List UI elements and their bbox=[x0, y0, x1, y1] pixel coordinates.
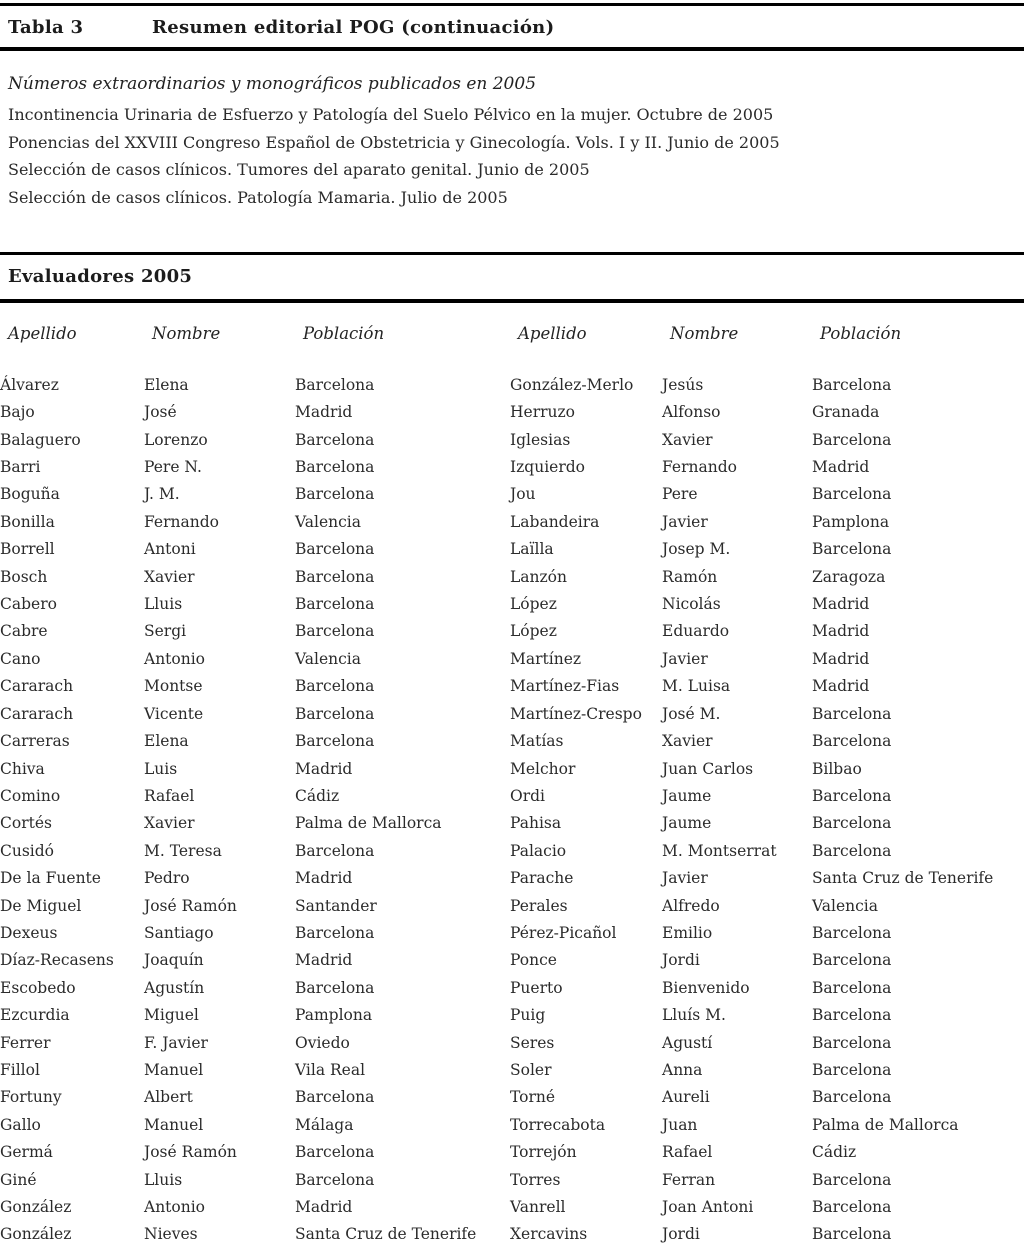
evaluator-row bbox=[0, 481, 1024, 508]
evaluator-cell: Valencia bbox=[812, 896, 879, 915]
evaluator-cell: Xavier bbox=[144, 814, 195, 833]
evaluator-row bbox=[0, 1194, 1024, 1221]
evaluator-cell: Barcelona bbox=[295, 1088, 375, 1107]
evaluator-cell: De Miguel bbox=[0, 896, 82, 915]
evaluator-cell: Cádiz bbox=[812, 1143, 857, 1162]
evaluator-cell: Pedro bbox=[144, 869, 190, 888]
evaluator-cell: Jordi bbox=[662, 951, 700, 970]
evaluator-cell: Javier bbox=[662, 869, 708, 888]
evaluator-row bbox=[0, 1002, 1024, 1029]
evaluator-row bbox=[0, 427, 1024, 454]
evaluator-cell: Madrid bbox=[295, 759, 353, 778]
evaluator-cell: Cararach bbox=[0, 704, 74, 723]
evaluator-cell: Borrell bbox=[0, 540, 55, 559]
evaluator-cell: Barcelona bbox=[295, 540, 375, 559]
evaluator-cell: Laïlla bbox=[510, 540, 554, 559]
evaluator-row bbox=[0, 536, 1024, 563]
evaluator-cell: Vanrell bbox=[510, 1198, 566, 1216]
evaluator-cell: Carreras bbox=[0, 732, 70, 751]
evaluator-row bbox=[0, 1084, 1024, 1111]
evaluator-cell: Javier bbox=[662, 512, 708, 531]
evaluator-cell: Torrecabota bbox=[510, 1115, 606, 1134]
evaluator-cell: Boguña bbox=[0, 485, 60, 504]
evaluator-cell: Manuel bbox=[144, 1060, 204, 1079]
monographs-heading: Números extraordinarios y monográficos publicados en 2005 bbox=[8, 74, 537, 94]
evaluator-cell: Barcelona bbox=[812, 841, 892, 860]
evaluator-row bbox=[0, 865, 1024, 892]
evaluator-cell: Agustín bbox=[144, 978, 205, 997]
evaluator-cell: Ramón bbox=[662, 567, 718, 586]
evaluator-cell: Barcelona bbox=[295, 841, 375, 860]
column-header-apellido-left: Apellido bbox=[8, 323, 77, 343]
evaluator-cell: Elena bbox=[144, 732, 189, 751]
evaluator-cell: Ferran bbox=[662, 1170, 716, 1189]
evaluator-cell: José Ramón bbox=[144, 1143, 237, 1162]
evaluator-cell: Sergi bbox=[144, 622, 187, 641]
evaluator-cell: Madrid bbox=[812, 595, 870, 614]
evaluator-cell: Anna bbox=[662, 1060, 703, 1079]
evaluator-row bbox=[0, 673, 1024, 700]
evaluator-cell: Barcelona bbox=[812, 1170, 892, 1189]
evaluator-cell: Barri bbox=[0, 458, 41, 477]
evaluator-cell: Santiago bbox=[144, 923, 214, 942]
evaluators-grid bbox=[0, 372, 1024, 1249]
evaluator-cell: M. Montserrat bbox=[662, 841, 777, 860]
evaluator-cell: Balaguero bbox=[0, 430, 81, 449]
column-header-nombre-right: Nombre bbox=[670, 323, 739, 343]
evaluator-row bbox=[0, 810, 1024, 837]
evaluator-cell: Elena bbox=[144, 375, 189, 394]
evaluator-cell: Parache bbox=[510, 869, 574, 888]
evaluator-cell: Jou bbox=[510, 485, 536, 504]
evaluator-cell: Torrejón bbox=[510, 1143, 577, 1162]
monograph-item: Selección de casos clínicos. Patología Mamaria. Julio de 2005 bbox=[8, 188, 508, 208]
column-header-nombre-left: Nombre bbox=[152, 323, 221, 343]
evaluator-cell: Madrid bbox=[812, 649, 870, 668]
evaluator-cell: José M. bbox=[662, 704, 721, 723]
evaluator-cell: Barcelona bbox=[295, 595, 375, 614]
evaluator-cell: Cano bbox=[0, 649, 41, 668]
evaluator-cell: Torné bbox=[510, 1088, 556, 1107]
evaluator-cell: Fernando bbox=[144, 512, 219, 531]
evaluator-row bbox=[0, 646, 1024, 673]
evaluator-cell: Barcelona bbox=[812, 1088, 892, 1107]
evaluator-row bbox=[0, 1112, 1024, 1139]
monograph-item: Ponencias del XXVIII Congreso Español de Obstetricia y Ginecología. Vols. I y II. Junio de 2005 bbox=[8, 132, 780, 152]
evaluator-row bbox=[0, 947, 1024, 974]
evaluator-cell: Perales bbox=[510, 896, 568, 915]
evaluator-cell: Antonio bbox=[144, 649, 206, 668]
evaluator-cell: Valencia bbox=[295, 512, 362, 531]
evaluator-cell: De la Fuente bbox=[0, 869, 101, 888]
table-caption-title: Resumen editorial POG (continuación) bbox=[152, 17, 555, 38]
evaluator-cell: Díaz-Recasens bbox=[0, 951, 114, 970]
evaluator-cell: Madrid bbox=[812, 458, 870, 477]
evaluator-cell: Pere N. bbox=[144, 458, 202, 477]
evaluator-row bbox=[0, 1139, 1024, 1166]
evaluator-row bbox=[0, 1167, 1024, 1194]
evaluator-cell: Agustí bbox=[662, 1033, 713, 1052]
evaluator-cell: Granada bbox=[812, 403, 880, 422]
evaluator-cell: Oviedo bbox=[295, 1033, 350, 1052]
evaluator-cell: Eduardo bbox=[662, 622, 730, 641]
evaluator-cell: Bosch bbox=[0, 567, 48, 586]
evaluator-cell: Barcelona bbox=[812, 1033, 892, 1052]
evaluator-cell: Barcelona bbox=[295, 567, 375, 586]
table-caption bbox=[0, 6, 1024, 47]
evaluator-cell: Barcelona bbox=[295, 622, 375, 641]
evaluator-cell: González bbox=[0, 1198, 72, 1216]
evaluator-cell: Joan Antoni bbox=[662, 1198, 754, 1216]
evaluator-row bbox=[0, 1057, 1024, 1084]
evaluator-cell: Barcelona bbox=[295, 485, 375, 504]
evaluator-cell: Cabre bbox=[0, 622, 48, 641]
evaluator-cell: Cararach bbox=[0, 677, 74, 696]
evaluator-cell: Cabero bbox=[0, 595, 57, 614]
evaluator-cell: Barcelona bbox=[812, 786, 892, 805]
evaluator-cell: Nieves bbox=[144, 1225, 198, 1244]
evaluator-cell: Barcelona bbox=[295, 732, 375, 751]
evaluator-cell: Fernando bbox=[662, 458, 737, 477]
evaluator-cell: Barcelona bbox=[812, 1225, 892, 1244]
evaluator-cell: Xavier bbox=[662, 732, 713, 751]
evaluator-cell: José Ramón bbox=[144, 896, 237, 915]
evaluator-cell: Ordi bbox=[510, 786, 545, 805]
evaluator-cell: M. Teresa bbox=[144, 841, 222, 860]
evaluator-cell: Antonio bbox=[144, 1198, 206, 1216]
evaluator-row bbox=[0, 893, 1024, 920]
evaluator-cell: Palma de Mallorca bbox=[295, 814, 442, 833]
evaluator-cell: Madrid bbox=[295, 869, 353, 888]
evaluator-cell: Martínez bbox=[510, 649, 582, 668]
evaluator-cell: Madrid bbox=[295, 403, 353, 422]
evaluator-cell: Alfonso bbox=[662, 403, 721, 422]
evaluators-section-title: Evaluadores 2005 bbox=[8, 265, 193, 287]
evaluator-cell: Puerto bbox=[510, 978, 563, 997]
evaluator-row bbox=[0, 838, 1024, 865]
evaluator-row bbox=[0, 975, 1024, 1002]
evaluator-cell: Barcelona bbox=[812, 1006, 892, 1025]
table-caption-label: Tabla 3 bbox=[8, 17, 84, 38]
evaluator-cell: Josep M. bbox=[662, 540, 731, 559]
evaluator-cell: Nicolás bbox=[662, 595, 721, 614]
evaluator-cell: Fortuny bbox=[0, 1088, 62, 1107]
evaluator-cell: Soler bbox=[510, 1060, 552, 1079]
evaluator-row bbox=[0, 783, 1024, 810]
evaluator-cell: Lluis bbox=[144, 595, 183, 614]
evaluator-cell: Emilio bbox=[662, 923, 713, 942]
evaluator-cell: Bienvenido bbox=[662, 978, 750, 997]
evaluator-cell: Jaume bbox=[662, 786, 712, 805]
evaluator-row bbox=[0, 509, 1024, 536]
evaluator-cell: Rafael bbox=[144, 786, 195, 805]
evaluator-row bbox=[0, 372, 1024, 399]
evaluator-row bbox=[0, 1030, 1024, 1057]
evaluator-row bbox=[0, 701, 1024, 728]
evaluator-cell: Gallo bbox=[0, 1115, 41, 1134]
evaluator-cell: Montse bbox=[144, 677, 203, 696]
evaluator-cell: Luis bbox=[144, 759, 178, 778]
evaluator-cell: M. Luisa bbox=[662, 677, 731, 696]
evaluator-cell: Barcelona bbox=[812, 1060, 892, 1079]
evaluator-cell: Bajo bbox=[0, 403, 35, 422]
evaluator-cell: Madrid bbox=[812, 622, 870, 641]
evaluator-cell: Dexeus bbox=[0, 923, 58, 942]
evaluator-row bbox=[0, 756, 1024, 783]
evaluator-cell: Barcelona bbox=[295, 923, 375, 942]
evaluator-cell: Javier bbox=[662, 649, 708, 668]
evaluator-row bbox=[0, 454, 1024, 481]
evaluator-cell: Jaume bbox=[662, 814, 712, 833]
evaluator-cell: Ponce bbox=[510, 951, 557, 970]
evaluator-cell: Lluís M. bbox=[662, 1006, 726, 1025]
evaluator-cell: Vicente bbox=[144, 704, 204, 723]
evaluator-cell: Miguel bbox=[144, 1006, 199, 1025]
evaluator-cell: Santander bbox=[295, 896, 377, 915]
evaluator-cell: Antoni bbox=[144, 540, 196, 559]
evaluator-cell: Herruzo bbox=[510, 403, 575, 422]
evaluator-cell: Lanzón bbox=[510, 567, 567, 586]
evaluator-cell: Bilbao bbox=[812, 759, 862, 778]
evaluator-cell: Izquierdo bbox=[510, 458, 585, 477]
monographs-section bbox=[0, 72, 1024, 212]
evaluator-cell: Barcelona bbox=[812, 485, 892, 504]
evaluator-row bbox=[0, 618, 1024, 645]
evaluator-cell: Joaquín bbox=[144, 951, 204, 970]
evaluator-cell: Fillol bbox=[0, 1060, 40, 1079]
evaluator-cell: Comino bbox=[0, 786, 61, 805]
column-header-poblacion-left: Población bbox=[303, 323, 385, 343]
evaluator-cell: Escobedo bbox=[0, 978, 76, 997]
evaluator-cell: Giné bbox=[0, 1170, 37, 1189]
column-header-poblacion-right: Población bbox=[820, 323, 902, 343]
evaluator-cell: Barcelona bbox=[295, 978, 375, 997]
evaluator-cell: Vila Real bbox=[295, 1060, 366, 1079]
evaluator-row bbox=[0, 591, 1024, 618]
evaluator-cell: Cortés bbox=[0, 814, 52, 833]
evaluator-cell: Jordi bbox=[662, 1225, 700, 1244]
evaluator-cell: Chiva bbox=[0, 759, 45, 778]
evaluator-cell: López bbox=[510, 595, 557, 614]
evaluator-cell: Barcelona bbox=[812, 951, 892, 970]
evaluator-cell: Santa Cruz de Tenerife bbox=[295, 1225, 477, 1244]
evaluator-cell: Lluis bbox=[144, 1170, 183, 1189]
evaluator-cell: Puig bbox=[510, 1006, 546, 1025]
evaluator-cell: Germá bbox=[0, 1143, 53, 1162]
monograph-item: Incontinencia Urinaria de Esfuerzo y Patología del Suelo Pélvico en la mujer. Octubre de 2005 bbox=[8, 105, 774, 124]
evaluator-cell: Palacio bbox=[510, 841, 567, 860]
evaluator-cell: López bbox=[510, 622, 557, 641]
evaluator-cell: Rafael bbox=[662, 1143, 713, 1162]
evaluator-cell: Barcelona bbox=[812, 732, 892, 751]
evaluator-cell: Pere bbox=[662, 485, 698, 504]
evaluator-cell: Labandeira bbox=[510, 512, 600, 531]
evaluator-cell: Manuel bbox=[144, 1115, 204, 1134]
evaluator-cell: Barcelona bbox=[812, 1198, 892, 1216]
evaluator-cell: Barcelona bbox=[812, 978, 892, 997]
evaluator-cell: Zaragoza bbox=[812, 567, 886, 586]
evaluator-cell: Aureli bbox=[662, 1088, 710, 1107]
evaluator-cell: Juan Carlos bbox=[662, 759, 754, 778]
evaluator-cell: Melchor bbox=[510, 759, 576, 778]
evaluator-cell: Ferrer bbox=[0, 1033, 51, 1052]
evaluator-cell: Jesús bbox=[662, 375, 704, 394]
evaluator-cell: Barcelona bbox=[295, 375, 375, 394]
evaluator-cell: Barcelona bbox=[812, 540, 892, 559]
evaluator-cell: Xavier bbox=[662, 430, 713, 449]
evaluator-cell: Valencia bbox=[295, 649, 362, 668]
evaluator-cell: Cádiz bbox=[295, 786, 340, 805]
evaluator-cell: Madrid bbox=[812, 677, 870, 696]
evaluator-cell: González bbox=[0, 1225, 72, 1244]
document-page bbox=[0, 3, 1024, 1252]
evaluator-cell: Xercavins bbox=[510, 1225, 588, 1244]
evaluator-cell: Santa Cruz de Tenerife bbox=[812, 869, 994, 888]
evaluator-cell: Madrid bbox=[295, 1198, 353, 1216]
evaluator-row bbox=[0, 564, 1024, 591]
evaluator-cell: Barcelona bbox=[295, 1143, 375, 1162]
evaluator-cell: Ezcurdia bbox=[0, 1006, 70, 1025]
evaluator-cell: Barcelona bbox=[295, 1170, 375, 1189]
evaluator-cell: Palma de Mallorca bbox=[812, 1115, 959, 1134]
monograph-item: Selección de casos clínicos. Tumores del aparato genital. Junio de 2005 bbox=[8, 160, 590, 180]
evaluator-cell: Iglesias bbox=[510, 430, 571, 449]
evaluator-cell: Cusidó bbox=[0, 841, 55, 860]
evaluator-cell: J. M. bbox=[144, 485, 180, 504]
evaluator-cell: F. Javier bbox=[144, 1033, 208, 1052]
evaluator-cell: Barcelona bbox=[812, 814, 892, 833]
evaluator-cell: Pérez-Picañol bbox=[510, 923, 617, 942]
evaluator-cell: Barcelona bbox=[812, 375, 892, 394]
evaluator-cell: Albert bbox=[144, 1088, 193, 1107]
evaluator-row bbox=[0, 920, 1024, 947]
evaluator-row bbox=[0, 1221, 1024, 1248]
evaluator-cell: Lorenzo bbox=[144, 430, 208, 449]
evaluator-cell: Barcelona bbox=[295, 458, 375, 477]
evaluator-cell: González-Merlo bbox=[510, 375, 634, 394]
evaluator-cell: Pahisa bbox=[510, 814, 562, 833]
evaluator-cell: Martínez-Crespo bbox=[510, 704, 642, 723]
evaluator-cell: Pamplona bbox=[295, 1006, 373, 1025]
evaluator-cell: Málaga bbox=[295, 1115, 354, 1134]
evaluators-column-headers bbox=[0, 324, 1024, 343]
evaluator-row bbox=[0, 399, 1024, 426]
evaluator-cell: Matías bbox=[510, 732, 564, 751]
evaluator-cell: Xavier bbox=[144, 567, 195, 586]
evaluator-cell: Seres bbox=[510, 1033, 555, 1052]
evaluator-cell: Juan bbox=[662, 1115, 698, 1134]
evaluator-cell: Barcelona bbox=[812, 923, 892, 942]
evaluator-cell: Barcelona bbox=[812, 430, 892, 449]
evaluators-bottom-rule bbox=[0, 299, 1024, 303]
evaluator-cell: Barcelona bbox=[295, 704, 375, 723]
evaluators-header bbox=[0, 255, 1024, 299]
caption-bottom-rule bbox=[0, 47, 1024, 51]
evaluator-row bbox=[0, 728, 1024, 755]
evaluator-cell: Madrid bbox=[295, 951, 353, 970]
evaluator-cell: Martínez-Fias bbox=[510, 677, 620, 696]
evaluator-cell: José bbox=[144, 403, 177, 422]
evaluator-cell: Barcelona bbox=[812, 704, 892, 723]
evaluator-cell: Torres bbox=[510, 1170, 561, 1189]
evaluator-cell: Bonilla bbox=[0, 512, 55, 531]
evaluator-cell: Alfredo bbox=[662, 896, 720, 915]
evaluator-cell: Barcelona bbox=[295, 677, 375, 696]
evaluator-cell: Pamplona bbox=[812, 512, 890, 531]
column-header-apellido-right: Apellido bbox=[518, 323, 587, 343]
evaluator-cell: Álvarez bbox=[0, 375, 59, 394]
evaluator-cell: Barcelona bbox=[295, 430, 375, 449]
